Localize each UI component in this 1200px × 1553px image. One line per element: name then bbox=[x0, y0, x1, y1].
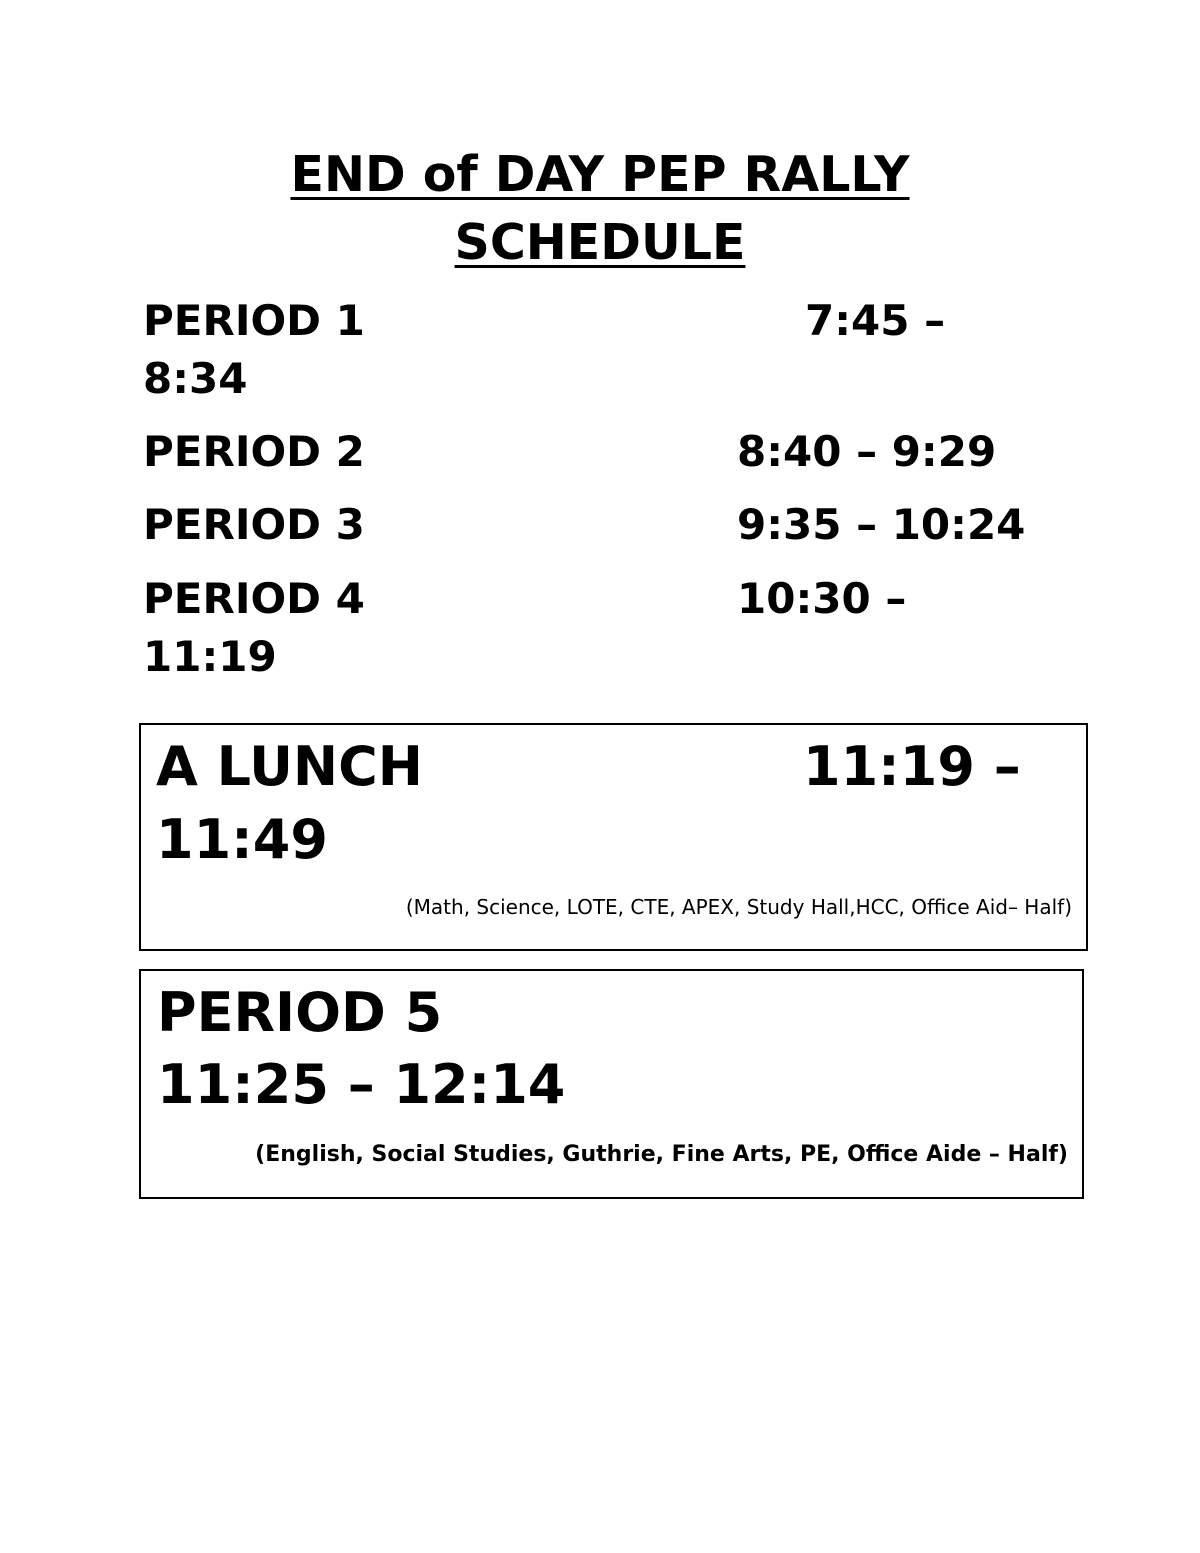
period-1-time-end: 8:34 bbox=[143, 354, 248, 403]
period-2-time: 8:40 – 9:29 bbox=[737, 427, 997, 476]
a-lunch-label: A LUNCH bbox=[156, 735, 423, 798]
period-1-label: PERIOD 1 bbox=[143, 296, 365, 345]
period-4-time-start: 10:30 – bbox=[737, 574, 907, 623]
period-5-label: PERIOD 5 bbox=[157, 981, 443, 1044]
a-lunch-time-end: 11:49 bbox=[156, 808, 328, 871]
period-2-label: PERIOD 2 bbox=[143, 427, 365, 476]
a-lunch-time-start: 11:19 – bbox=[803, 735, 1021, 798]
period-1-time-start: 7:45 – bbox=[805, 296, 946, 345]
a-lunch-box bbox=[139, 723, 1088, 951]
period-5-departments-note: (English, Social Studies, Guthrie, Fine Arts, PE, Office Aide – Half) bbox=[255, 1142, 1068, 1167]
period-4-label: PERIOD 4 bbox=[143, 574, 365, 623]
period-3-time: 9:35 – 10:24 bbox=[737, 500, 1026, 549]
page-title-line-2: SCHEDULE bbox=[454, 214, 746, 271]
a-lunch-departments-note: (Math, Science, LOTE, CTE, APEX, Study Hall,HCC, Office Aid– Half) bbox=[405, 895, 1072, 919]
period-5-box bbox=[139, 969, 1084, 1199]
period-5-time: 11:25 – 12:14 bbox=[157, 1053, 566, 1116]
period-3-label: PERIOD 3 bbox=[143, 500, 365, 549]
page-title-line-1: END of DAY PEP RALLY bbox=[290, 146, 910, 203]
period-4-time-end: 11:19 bbox=[143, 632, 277, 681]
